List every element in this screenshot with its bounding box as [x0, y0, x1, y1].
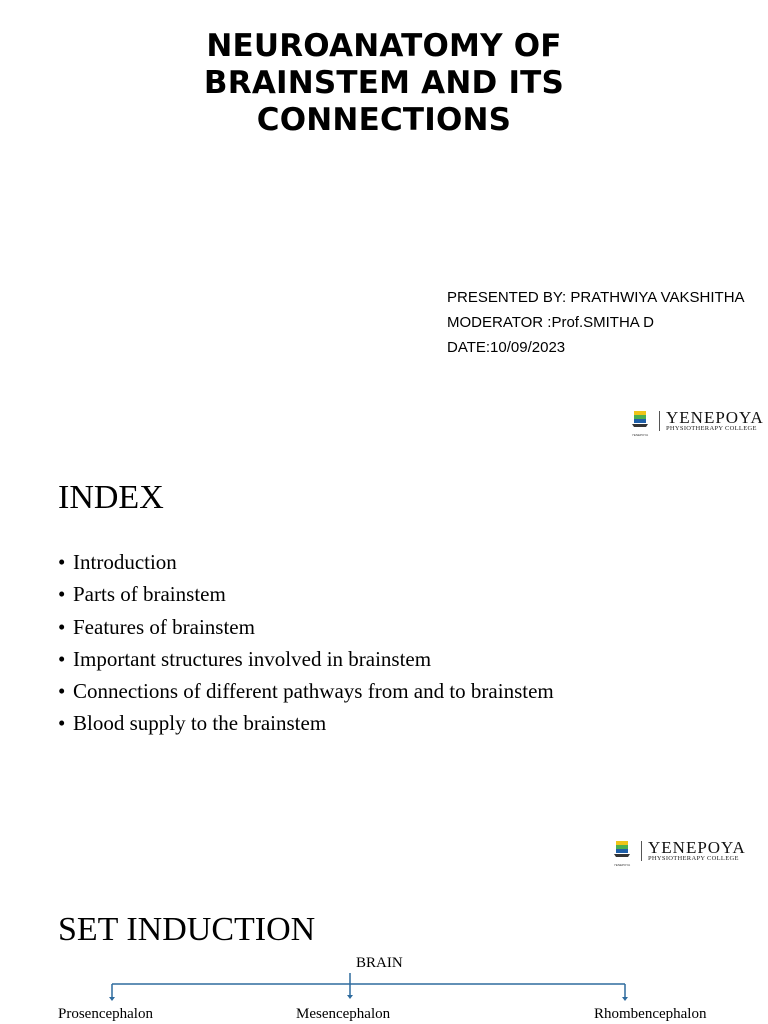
- arrowhead-left: [109, 997, 115, 1001]
- list-item: • Important structures involved in brainstem: [58, 646, 432, 671]
- logo-subtitle: PHYSIOTHERAPY COLLEGE: [666, 425, 757, 432]
- date: DATE:10/09/2023: [447, 339, 566, 356]
- moderator: MODERATOR :Prof.SMITHA D: [447, 314, 654, 331]
- yenepoya-logo: [607, 838, 746, 867]
- college-emblem-icon: [625, 410, 655, 437]
- list-item: • Features of brainstem: [58, 614, 255, 639]
- logo-wordmark: [666, 410, 764, 432]
- yenepoya-logo: [625, 408, 764, 437]
- hierarchy-connectors: [0, 870, 768, 1024]
- logo-subtitle: PHYSIOTHERAPY COLLEGE: [648, 855, 739, 862]
- tree-node-prosencephalon: Prosencephalon: [58, 1006, 153, 1022]
- index-list: [58, 548, 554, 742]
- list-item: • Blood supply to the brainstem: [58, 711, 327, 736]
- emblem-caption: YENEPOYA: [613, 863, 631, 867]
- set-induction-heading: SET INDUCTION: [58, 911, 316, 948]
- index-slide: [0, 438, 768, 870]
- logo-divider: [641, 841, 642, 861]
- tree-node-rhombencephalon: Rhombencephalon: [594, 1006, 707, 1022]
- index-heading: INDEX: [58, 479, 164, 516]
- arrowhead-right: [622, 997, 628, 1001]
- arrowhead-middle: [347, 995, 353, 999]
- set-induction-slide: [0, 870, 768, 1024]
- tree-root: BRAIN: [356, 955, 403, 971]
- presentation-title: NEUROANATOMY OF BRAINSTEM AND ITS CONNECTIONS: [203, 28, 565, 138]
- college-emblem-icon: [607, 840, 637, 867]
- logo-wordmark: [648, 840, 746, 862]
- presenter-info: [447, 288, 745, 363]
- logo-brand: YENEPOYA: [648, 838, 746, 857]
- emblem-caption: YENEPOYA: [631, 433, 649, 437]
- list-item: • Introduction: [58, 550, 177, 574]
- tree-node-mesencephalon: Mesencephalon: [296, 1006, 391, 1022]
- list-item: • Connections of different pathways from and to brainstem: [58, 679, 554, 704]
- list-item: • Parts of brainstem: [58, 582, 226, 607]
- title-slide: [0, 0, 768, 438]
- presented-by: PRESENTED BY: PRATHWIYA VAKSHITHA: [447, 289, 745, 306]
- logo-divider: [659, 411, 660, 431]
- logo-brand: YENEPOYA: [666, 408, 764, 427]
